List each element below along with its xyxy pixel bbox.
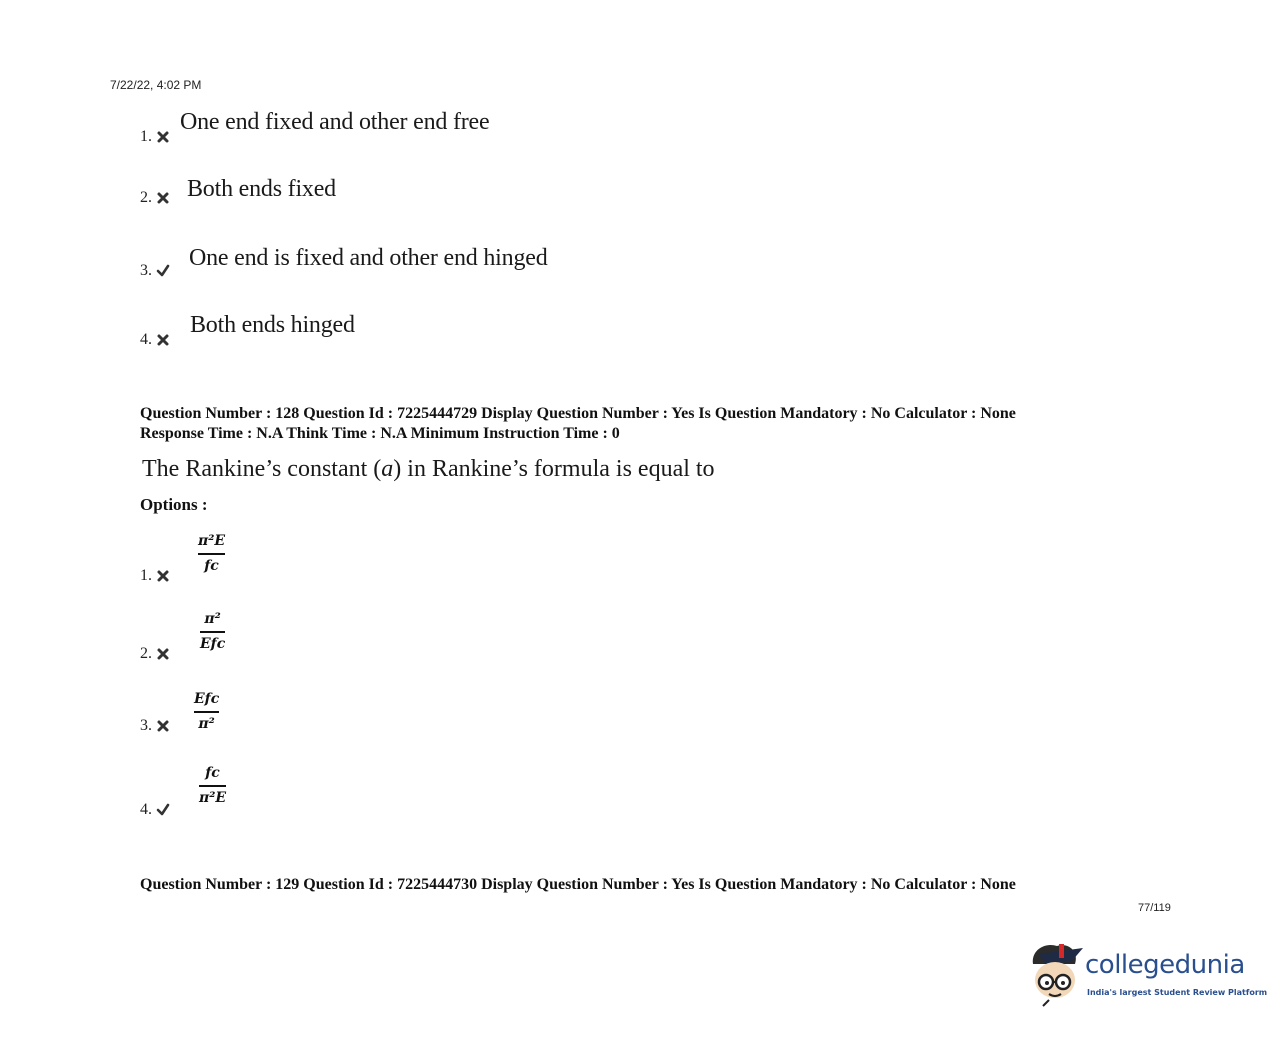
fraction-numerator: π² [204, 611, 221, 627]
fraction-numerator: Efc [194, 691, 220, 707]
question-128-meta-line1: Question Number : 128 Question Id : 7225444729 Display Question Number : Yes Is Question Mandatory : No Calculator : None [140, 405, 1016, 422]
cross-icon [156, 719, 170, 733]
cross-icon [156, 569, 170, 583]
option-2 [140, 645, 170, 663]
brand-name: collegedunia [1085, 950, 1245, 980]
page-number: 77/119 [1138, 902, 1171, 914]
cross-icon [156, 130, 170, 144]
option-1 [140, 567, 170, 585]
fraction-bar [199, 785, 226, 787]
option-number: 1. [140, 128, 152, 145]
check-icon [156, 264, 170, 278]
option-number: 4. [140, 331, 152, 348]
option-number: 1. [140, 567, 152, 584]
cross-icon [156, 333, 170, 347]
question-variable: a [381, 456, 394, 482]
question-128-text [142, 456, 715, 483]
fraction-bar [198, 553, 225, 555]
prev-option-2 [140, 189, 170, 207]
prev-option-4-text: Both ends hinged [190, 312, 355, 338]
option-number: 3. [140, 717, 152, 734]
option-number: 2. [140, 645, 152, 662]
prev-option-4 [140, 331, 170, 349]
fraction-denominator: fc [204, 558, 219, 574]
option-3-fraction [194, 690, 219, 733]
option-1-fraction [198, 532, 225, 575]
option-number: 4. [140, 801, 152, 818]
fraction-denominator: Efc [200, 636, 226, 652]
brand-tagline: India's largest Student Review Platform [1087, 988, 1268, 997]
question-128-meta-line2: Response Time : N.A Think Time : N.A Minimum Instruction Time : 0 [140, 425, 620, 442]
option-4-fraction [199, 764, 226, 807]
option-3 [140, 717, 170, 735]
question-text-part: ) in Rankine’s formula is equal to [393, 456, 715, 482]
option-number: 2. [140, 189, 152, 206]
question-129-meta-line1: Question Number : 129 Question Id : 7225444730 Display Question Number : Yes Is Question Mandatory : No Calculator : None [140, 876, 1016, 893]
prev-option-2-text: Both ends fixed [187, 176, 336, 202]
fraction-bar [200, 631, 225, 633]
collegedunia-mascot-icon [1025, 940, 1087, 1010]
cross-icon [156, 191, 170, 205]
fraction-bar [194, 711, 219, 713]
options-label: Options : [140, 495, 208, 514]
prev-option-3-text: One end is fixed and other end hinged [189, 245, 548, 271]
option-number: 3. [140, 262, 152, 279]
print-timestamp: 7/22/22, 4:02 PM [110, 78, 202, 92]
prev-option-1 [140, 128, 170, 146]
option-2-fraction [200, 610, 225, 653]
prev-option-3 [140, 262, 170, 280]
prev-option-1-text: One end fixed and other end free [180, 109, 490, 135]
question-text-part: The Rankine’s constant ( [142, 456, 382, 482]
fraction-denominator: π²E [199, 790, 227, 806]
option-4 [140, 801, 170, 819]
fraction-numerator: fc [205, 765, 220, 781]
cross-icon [156, 647, 170, 661]
check-icon [156, 803, 170, 817]
fraction-numerator: π²E [198, 533, 226, 549]
fraction-denominator: π² [198, 716, 215, 732]
